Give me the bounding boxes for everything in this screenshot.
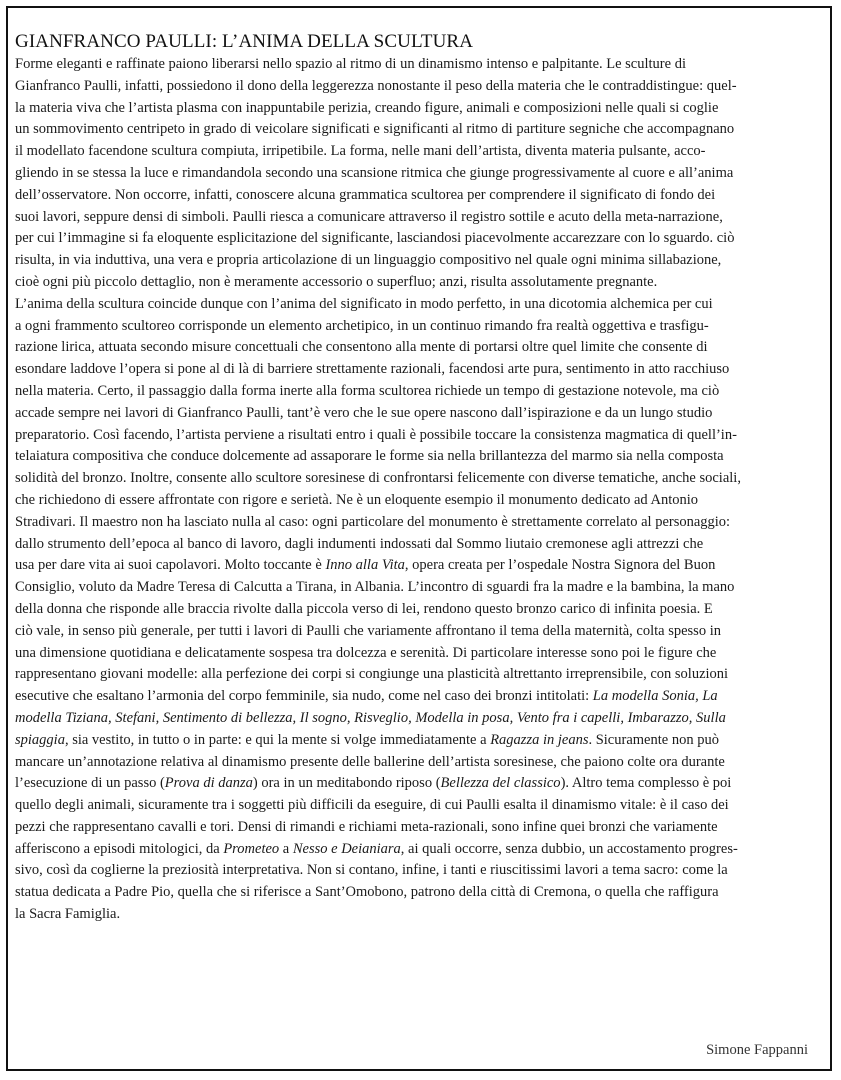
text-line — [15, 599, 827, 621]
text-segment: . Sicuramente non può — [588, 731, 719, 748]
text-segment: quello degli animali, sicuramente tra i soggetti più difficili da eseguire, di cui Paulli esalta il dinamismo vitale: è il caso dei — [15, 797, 729, 814]
text-line — [15, 621, 827, 643]
text-segment: sivo, così da coglierne la preziosità interpretativa. Non si contano, infine, i tanti e riuscitissimi lavori a tema sacro: come la — [15, 862, 728, 879]
page-frame — [6, 6, 832, 1071]
text-segment: un sommovimento centripeto in grado di veicolare significati e significanti al ritmo di partiture segniche che accompagnano — [15, 121, 735, 138]
article-title: GIANFRANCO PAULLI: L’ANIMA DELLA SCULTURA — [15, 31, 474, 52]
italic-title: Prova di danza — [164, 775, 253, 792]
text-segment: ) ora in un meditabondo riposo ( — [252, 775, 441, 792]
text-line — [15, 555, 827, 577]
text-segment: suoi lavori, seppure densi di simboli. Paulli riesca a comunicare attraverso il registro sottile e acuto della meta-narrazione, — [15, 208, 723, 225]
text-line — [15, 839, 827, 861]
text-segment: afferiscono a episodi mitologici, da — [15, 840, 224, 857]
text-segment: statua dedicata a Padre Pio, quella che si riferisce a Sant’Omobono, patrono della città di Cremona, o quella che raffigura — [15, 884, 719, 901]
italic-title: Nesso e Deianiara — [292, 840, 401, 857]
text-segment: accade sempre nei lavori di Gianfranco Paulli, tant’è vero che le sue opere nascono dall’ispirazione e da un lungo studio — [15, 404, 713, 421]
text-line — [15, 860, 827, 882]
text-line — [15, 882, 827, 904]
text-segment: solidità del bronzo. Inoltre, consente allo scultore soresinese di confrontarsi felicemente con diverse tematiche, anche sociali, — [15, 470, 741, 487]
italic-title: Bellezza del classico — [440, 775, 561, 792]
text-segment: dallo strumento dell’epoca al banco di lavoro, dagli indumenti indossati dal Sommo liutaio cremonese agli attrezzi che — [15, 535, 704, 552]
text-line — [15, 272, 827, 294]
text-line — [15, 468, 827, 490]
text-line — [15, 795, 827, 817]
text-line — [15, 446, 827, 468]
italic-title: Inno alla Vita — [325, 557, 405, 574]
text-line — [15, 425, 827, 447]
text-line — [15, 752, 827, 774]
text-segment: nella materia. Certo, il passaggio dalla forma inerte alla forma scultorea richiede un tempo di gestazione notevole, ma ciò — [15, 382, 720, 399]
text-line — [15, 664, 827, 686]
text-line — [15, 337, 827, 359]
text-segment: per cui l’immagine si fa eloquente esplicitazione del significante, lasciandosi piacevolmente accarezzare con lo sguardo. ciò — [15, 230, 735, 247]
text-line — [15, 98, 827, 120]
text-segment: la Sacra Famiglia. — [15, 906, 121, 923]
text-line — [15, 512, 827, 534]
text-segment: preparatorio. Così facendo, l’artista perviene a risultati entro i quali è possibile toccare la consistenza magmatica di quell’in- — [15, 426, 737, 443]
text-segment: a ogni frammento scultoreo corrisponde un elemento archetipico, in un continuo rimando fra realtà oggettiva e trasfigu- — [15, 317, 709, 334]
text-line — [15, 119, 827, 141]
text-line — [15, 490, 827, 512]
text-segment: risulta, in via induttiva, una vera e propria articolazione di un linguaggio compositivo nel quale ogni minima sillabazione, — [15, 252, 722, 269]
text-line — [15, 141, 827, 163]
article-body — [15, 54, 827, 926]
text-line — [15, 730, 827, 752]
text-line — [15, 904, 827, 926]
text-line — [15, 76, 827, 98]
text-line — [15, 185, 827, 207]
text-line — [15, 577, 827, 599]
text-segment: gliendo in se stessa la luce e rimandandola secondo una scansione ritmica che giunge progressivamente al cuore e all’anima — [15, 164, 734, 181]
author-signature: Simone Fappanni — [706, 1042, 808, 1058]
text-line — [15, 773, 827, 795]
italic-title: Prometeo — [223, 840, 280, 857]
text-segment: Gianfranco Paulli, infatti, possiedono il dono della leggerezza nonostante il peso della materia che le contraddistingue: quel- — [15, 77, 737, 94]
text-segment: la materia viva che l’artista plasma con inappuntabile perizia, creando figure, animali e composizioni nelle quali si coglie — [15, 99, 719, 116]
text-segment: Consiglio, voluto da Madre Teresa di Calcutta a Tirana, in Albania. L’incontro di sguardi fra la madre e la bambina, la mano — [15, 579, 735, 596]
text-segment: , ai quali occorre, senza dubbio, un accostamento progres- — [400, 840, 738, 857]
text-segment: rappresentano giovani modelle: alla perfezione dei corpi si congiunge una plasticità altrettanto irreprensibile, con soluzioni — [15, 666, 729, 683]
text-line — [15, 207, 827, 229]
text-line — [15, 708, 827, 730]
text-segment: Forme eleganti e raffinate paiono liberarsi nello spazio al ritmo di un dinamismo intenso e palpitante. Le sculture di — [15, 56, 686, 72]
text-segment: pezzi che rappresentano cavalli e tori. Densi di rimandi e richiami meta-razionali, sono infine quei bronzi che variamente — [15, 818, 718, 835]
italic-title: La modella Sonia, La — [592, 688, 718, 705]
text-segment: , sia vestito, in tutto o in parte: e qui la mente si volge immediatamente a — [64, 731, 491, 748]
text-line — [15, 250, 827, 272]
text-segment: il modellato facendone scultura compiuta, irripetibile. La forma, nelle mani dell’artista, diventa materia pulsante, acco- — [15, 143, 706, 160]
text-line — [15, 686, 827, 708]
italic-title: spiaggia — [15, 731, 65, 748]
text-segment: una dimensione quotidiana e delicatamente sospesa tra dolcezza e serenità. Di particolare interesse sono poi le figure che — [15, 644, 717, 661]
text-segment: esecutive che esaltano l’armonia del corpo femminile, sia nudo, come nel caso dei bronzi intitolati: — [15, 688, 593, 705]
text-segment: usa per dare vita ai suoi capolavori. Molto toccante è — [15, 557, 326, 574]
text-segment: esondare laddove l’opera si pone al di là di barriere strettamente razionali, facendosi arte pura, sentimento in atto racchiuso — [15, 361, 730, 378]
text-line — [15, 381, 827, 403]
text-segment: l’esecuzione di un passo ( — [15, 775, 165, 792]
text-segment: dell’osservatore. Non occorre, infatti, conoscere alcuna grammatica scultorea per comprendere il significato di fondo dei — [15, 186, 716, 203]
text-line — [15, 294, 827, 316]
italic-title: modella Tiziana, Stefani, Sentimento di bellezza, Il sogno, Risveglio, Modella in posa, Vento fra i capelli, Imbarazzo, Sulla — [15, 709, 726, 726]
text-segment: della donna che risponde alle braccia rivolte dalla piccola verso di lei, rendono questo bronzo carico di infinita poesia. E — [15, 600, 713, 617]
text-segment: ). Altro tema complesso è poi — [560, 775, 732, 792]
text-line — [15, 228, 827, 250]
text-line — [15, 817, 827, 839]
text-segment: che richiedono di essere affrontate con rigore e serietà. Ne è un eloquente esempio il monumento dedicato ad Antonio — [15, 491, 699, 508]
text-line — [15, 163, 827, 185]
text-segment: Stradivari. Il maestro non ha lasciato nulla al caso: ogni particolare del monumento è strettamente correlato al personaggio: — [15, 513, 731, 530]
text-segment: ciò vale, in senso più generale, per tutti i lavori di Paulli che variamente affrontano il tema della maternità, colta spesso in — [15, 622, 721, 639]
text-segment: telaiatura compositiva che conduce dolcemente ad assaporare le forme sia nella brillantezza del marmo sia nella composta — [15, 448, 724, 465]
text-segment: a — [279, 840, 293, 857]
text-line — [15, 403, 827, 425]
text-line — [15, 54, 827, 76]
text-segment: cioè ogni più piccolo dettaglio, non è meramente accessorio o superfluo; anzi, risulta assolutamente pregnante. — [15, 273, 658, 290]
text-segment: L’anima della scultura coincide dunque con l’anima del significato in modo perfetto, in una dicotomia alchemica per cui — [15, 295, 713, 312]
text-line — [15, 534, 827, 556]
text-segment: , opera creata per l’ospedale Nostra Signora del Buon — [404, 557, 716, 574]
italic-title: Ragazza in jeans — [490, 731, 589, 748]
text-line — [15, 643, 827, 665]
text-segment: razione lirica, attuata secondo misure concettuali che consentono alla mente di portarsi oltre quel limite che consente di — [15, 339, 708, 356]
text-line — [15, 316, 827, 338]
text-line — [15, 359, 827, 381]
text-segment: mancare un’annotazione relativa al dinamismo presente delle ballerine dell’artista soresinese, che paiono colte ora durante — [15, 753, 725, 770]
